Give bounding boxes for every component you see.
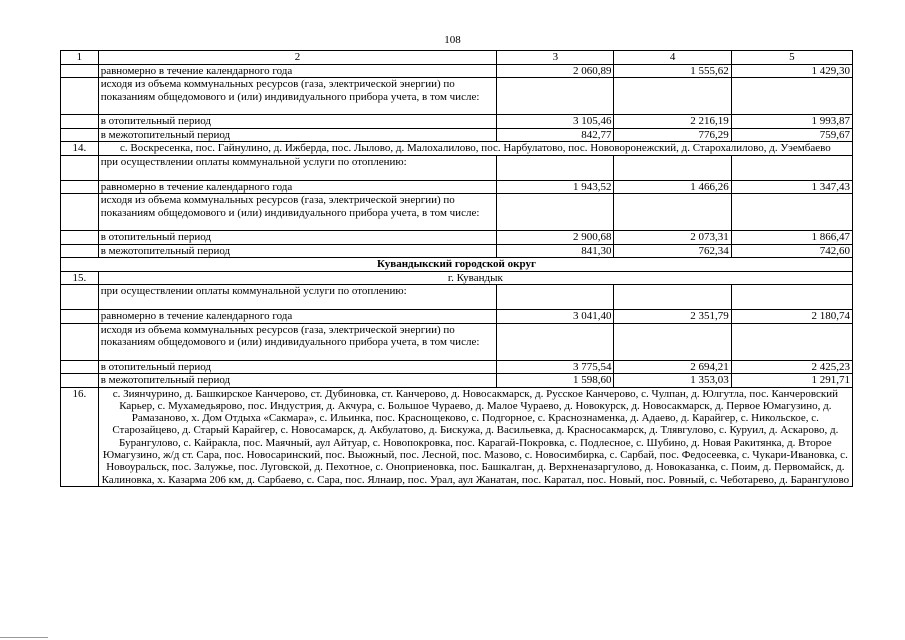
row-label: равномерно в течение календарного года (98, 310, 497, 324)
table-row (61, 128, 853, 142)
row-label: равномерно в течение календарного года (98, 64, 497, 78)
value-col3 (497, 323, 614, 360)
row-index-cell (61, 64, 99, 78)
row-label: в отопительный период (98, 360, 497, 374)
header-cell: 4 (614, 51, 731, 65)
header-cell: 5 (731, 51, 852, 65)
value-col4: 1 555,62 (614, 64, 731, 78)
value-col4: 776,29 (614, 128, 731, 142)
row-index-cell (61, 128, 99, 142)
row-label: в межотопительный период (98, 128, 497, 142)
row-label: исходя из объема коммунальных ресурсов (газа, электрической энергии) по показаниям общедомового и (или) индивидуального прибора учета, в том числе: (98, 194, 497, 231)
value-col4: 2 694,21 (614, 360, 731, 374)
value-col3: 3 775,54 (497, 360, 614, 374)
row-index-cell (61, 78, 99, 115)
value-col4 (614, 78, 731, 115)
header-cell: 3 (497, 51, 614, 65)
row-label: в межотопительный период (98, 244, 497, 258)
value-col3: 842,77 (497, 128, 614, 142)
value-col5 (731, 155, 852, 180)
row-label: в межотопительный период (98, 374, 497, 388)
row-index-cell (61, 194, 99, 231)
value-col3: 1 598,60 (497, 374, 614, 388)
value-col4: 2 216,19 (614, 115, 731, 129)
row-index-cell (61, 360, 99, 374)
header-cell: 2 (98, 51, 497, 65)
table-row (61, 115, 853, 129)
region-title: Кувандыкский городской округ (61, 258, 853, 272)
value-col4 (614, 194, 731, 231)
value-col5 (731, 285, 852, 310)
value-col5: 759,67 (731, 128, 852, 142)
row-index-cell (61, 115, 99, 129)
value-col4: 762,34 (614, 244, 731, 258)
table-row (61, 387, 853, 486)
value-col4: 2 073,31 (614, 231, 731, 245)
row-index-cell (61, 285, 99, 310)
row-index: 15. (61, 271, 99, 285)
value-col5: 1 291,71 (731, 374, 852, 388)
row-index-cell (61, 180, 99, 194)
row-label: исходя из объема коммунальных ресурсов (газа, электрической энергии) по показаниям общедомового и (или) индивидуального прибора учета, в том числе: (98, 78, 497, 115)
value-col3 (497, 194, 614, 231)
table-row (61, 258, 853, 272)
row-index-cell (61, 244, 99, 258)
row-index: 16. (61, 387, 99, 486)
row-index-cell (61, 231, 99, 245)
row-label: при осуществлении оплаты коммунальной услуги по отоплению: (98, 285, 497, 310)
row-index: 14. (61, 142, 99, 156)
table-row (61, 271, 853, 285)
value-col4 (614, 155, 731, 180)
value-col4: 2 351,79 (614, 310, 731, 324)
tariff-table (60, 50, 853, 487)
value-col5: 2 180,74 (731, 310, 852, 324)
value-col5 (731, 194, 852, 231)
value-col5 (731, 323, 852, 360)
value-col3 (497, 155, 614, 180)
value-col3: 3 041,40 (497, 310, 614, 324)
value-col5: 1 866,47 (731, 231, 852, 245)
table-row (61, 142, 853, 156)
value-col4: 1 353,03 (614, 374, 731, 388)
value-col3: 1 943,52 (497, 180, 614, 194)
value-col5 (731, 78, 852, 115)
page-number: 108 (444, 34, 461, 46)
locality-names: с. Воскресенка, пос. Гайнулино, д. Ижберда, пос. Лылово, д. Малохалилово, пос. Нарбулатово, пос. Нововоронежский, д. Старохалилово, д. Уэембаево (98, 142, 852, 156)
value-col4: 1 466,26 (614, 180, 731, 194)
value-col5: 1 993,87 (731, 115, 852, 129)
value-col3 (497, 78, 614, 115)
table-row (61, 64, 853, 78)
table-row (61, 374, 853, 388)
value-col3: 841,30 (497, 244, 614, 258)
row-index-cell (61, 323, 99, 360)
value-col5: 1 429,30 (731, 64, 852, 78)
row-index-cell (61, 155, 99, 180)
table-row (61, 323, 853, 360)
table-row (61, 360, 853, 374)
locality-names: г. Кувандык (98, 271, 852, 285)
value-col5: 1 347,43 (731, 180, 852, 194)
row-label: равномерно в течение календарного года (98, 180, 497, 194)
row-label: исходя из объема коммунальных ресурсов (газа, электрической энергии) по показаниям общедомового и (или) индивидуального прибора учета, в том числе: (98, 323, 497, 360)
value-col4 (614, 285, 731, 310)
table-row (61, 194, 853, 231)
value-col5: 742,60 (731, 244, 852, 258)
table-row (61, 78, 853, 115)
value-col3: 2 060,89 (497, 64, 614, 78)
row-label: в отопительный период (98, 231, 497, 245)
scan-edge-mark (0, 637, 48, 638)
table-row (61, 155, 853, 180)
value-col3: 3 105,46 (497, 115, 614, 129)
table-row (61, 285, 853, 310)
row-index-cell (61, 374, 99, 388)
table-row (61, 231, 853, 245)
row-label: при осуществлении оплаты коммунальной услуги по отоплению: (98, 155, 497, 180)
locality-names: с. Зиянчурино, д. Башкирское Канчерово, ст. Дубиновка, ст. Канчерово, д. Новосакмарск, д. Русское Канчерово, с. Чулпан, д. Юлгутла, пос. Канчеровский Карьер, с. Мухамедьярово, пос. Индустрия, д. Акчура, с. Большое Чураево, д. Малое Чураево, д. Новокурск, д. Новосакмарск, д. Первое Юмагузино, д. Рамазаново, х. Дом Отдыха «Сакмара», с. Ильинка, пос. Краснощеково, с. Подгорное, с. Краснознаменка, д. Адаево, д. Карайгер, с. Никольское, с. Старозайцево, д. Старый Карайгер, с. Новосамарск, д. Акбулатово, д. Бискужа, д. Васильевка, д. Красносакмарск, д. Тлявгулово, с. Куруил, д. Аскарово, д. Бурангулово, с. Кайракла, пос. Маячный, аул Айтуар, с. Новопокровка, пос. Карагай-Покровка, с. Подлесное, с. Шубино, д. Новая Ракитянка, д. Второе Юмагузино, ж/д ст. Сара, пос. Новосаринский, пос. Выожный, пос. Лесной, пос. Мазово, с. Новосимбирка, с. Сарбай, пос. Федосеевка, с. Чукари-Ивановка, с. Новоуральск, пос. Залужье, пос. Луговской, д. Пехотное, с. Оноприеновка, пос. Башкалган, д. Верхненазаргулово, д. Новоказанка, с. Поим, д. Первомайск, д. Калиновка, х. Казарма 206 км, д. Сарбаево, с. Сара, пос. Ялнаир, пос. Урал, аул Жанатан, пос. Каратал, пос. Новый, пос. Ровный, с. Чеботарево, д. Барангулово (98, 387, 852, 486)
value-col5: 2 425,23 (731, 360, 852, 374)
value-col3: 2 900,68 (497, 231, 614, 245)
table-row (61, 244, 853, 258)
row-label: в отопительный период (98, 115, 497, 129)
table-row (61, 310, 853, 324)
table-row (61, 180, 853, 194)
value-col3 (497, 285, 614, 310)
header-cell: 1 (61, 51, 99, 65)
value-col4 (614, 323, 731, 360)
table-header-row (61, 51, 853, 65)
row-index-cell (61, 310, 99, 324)
